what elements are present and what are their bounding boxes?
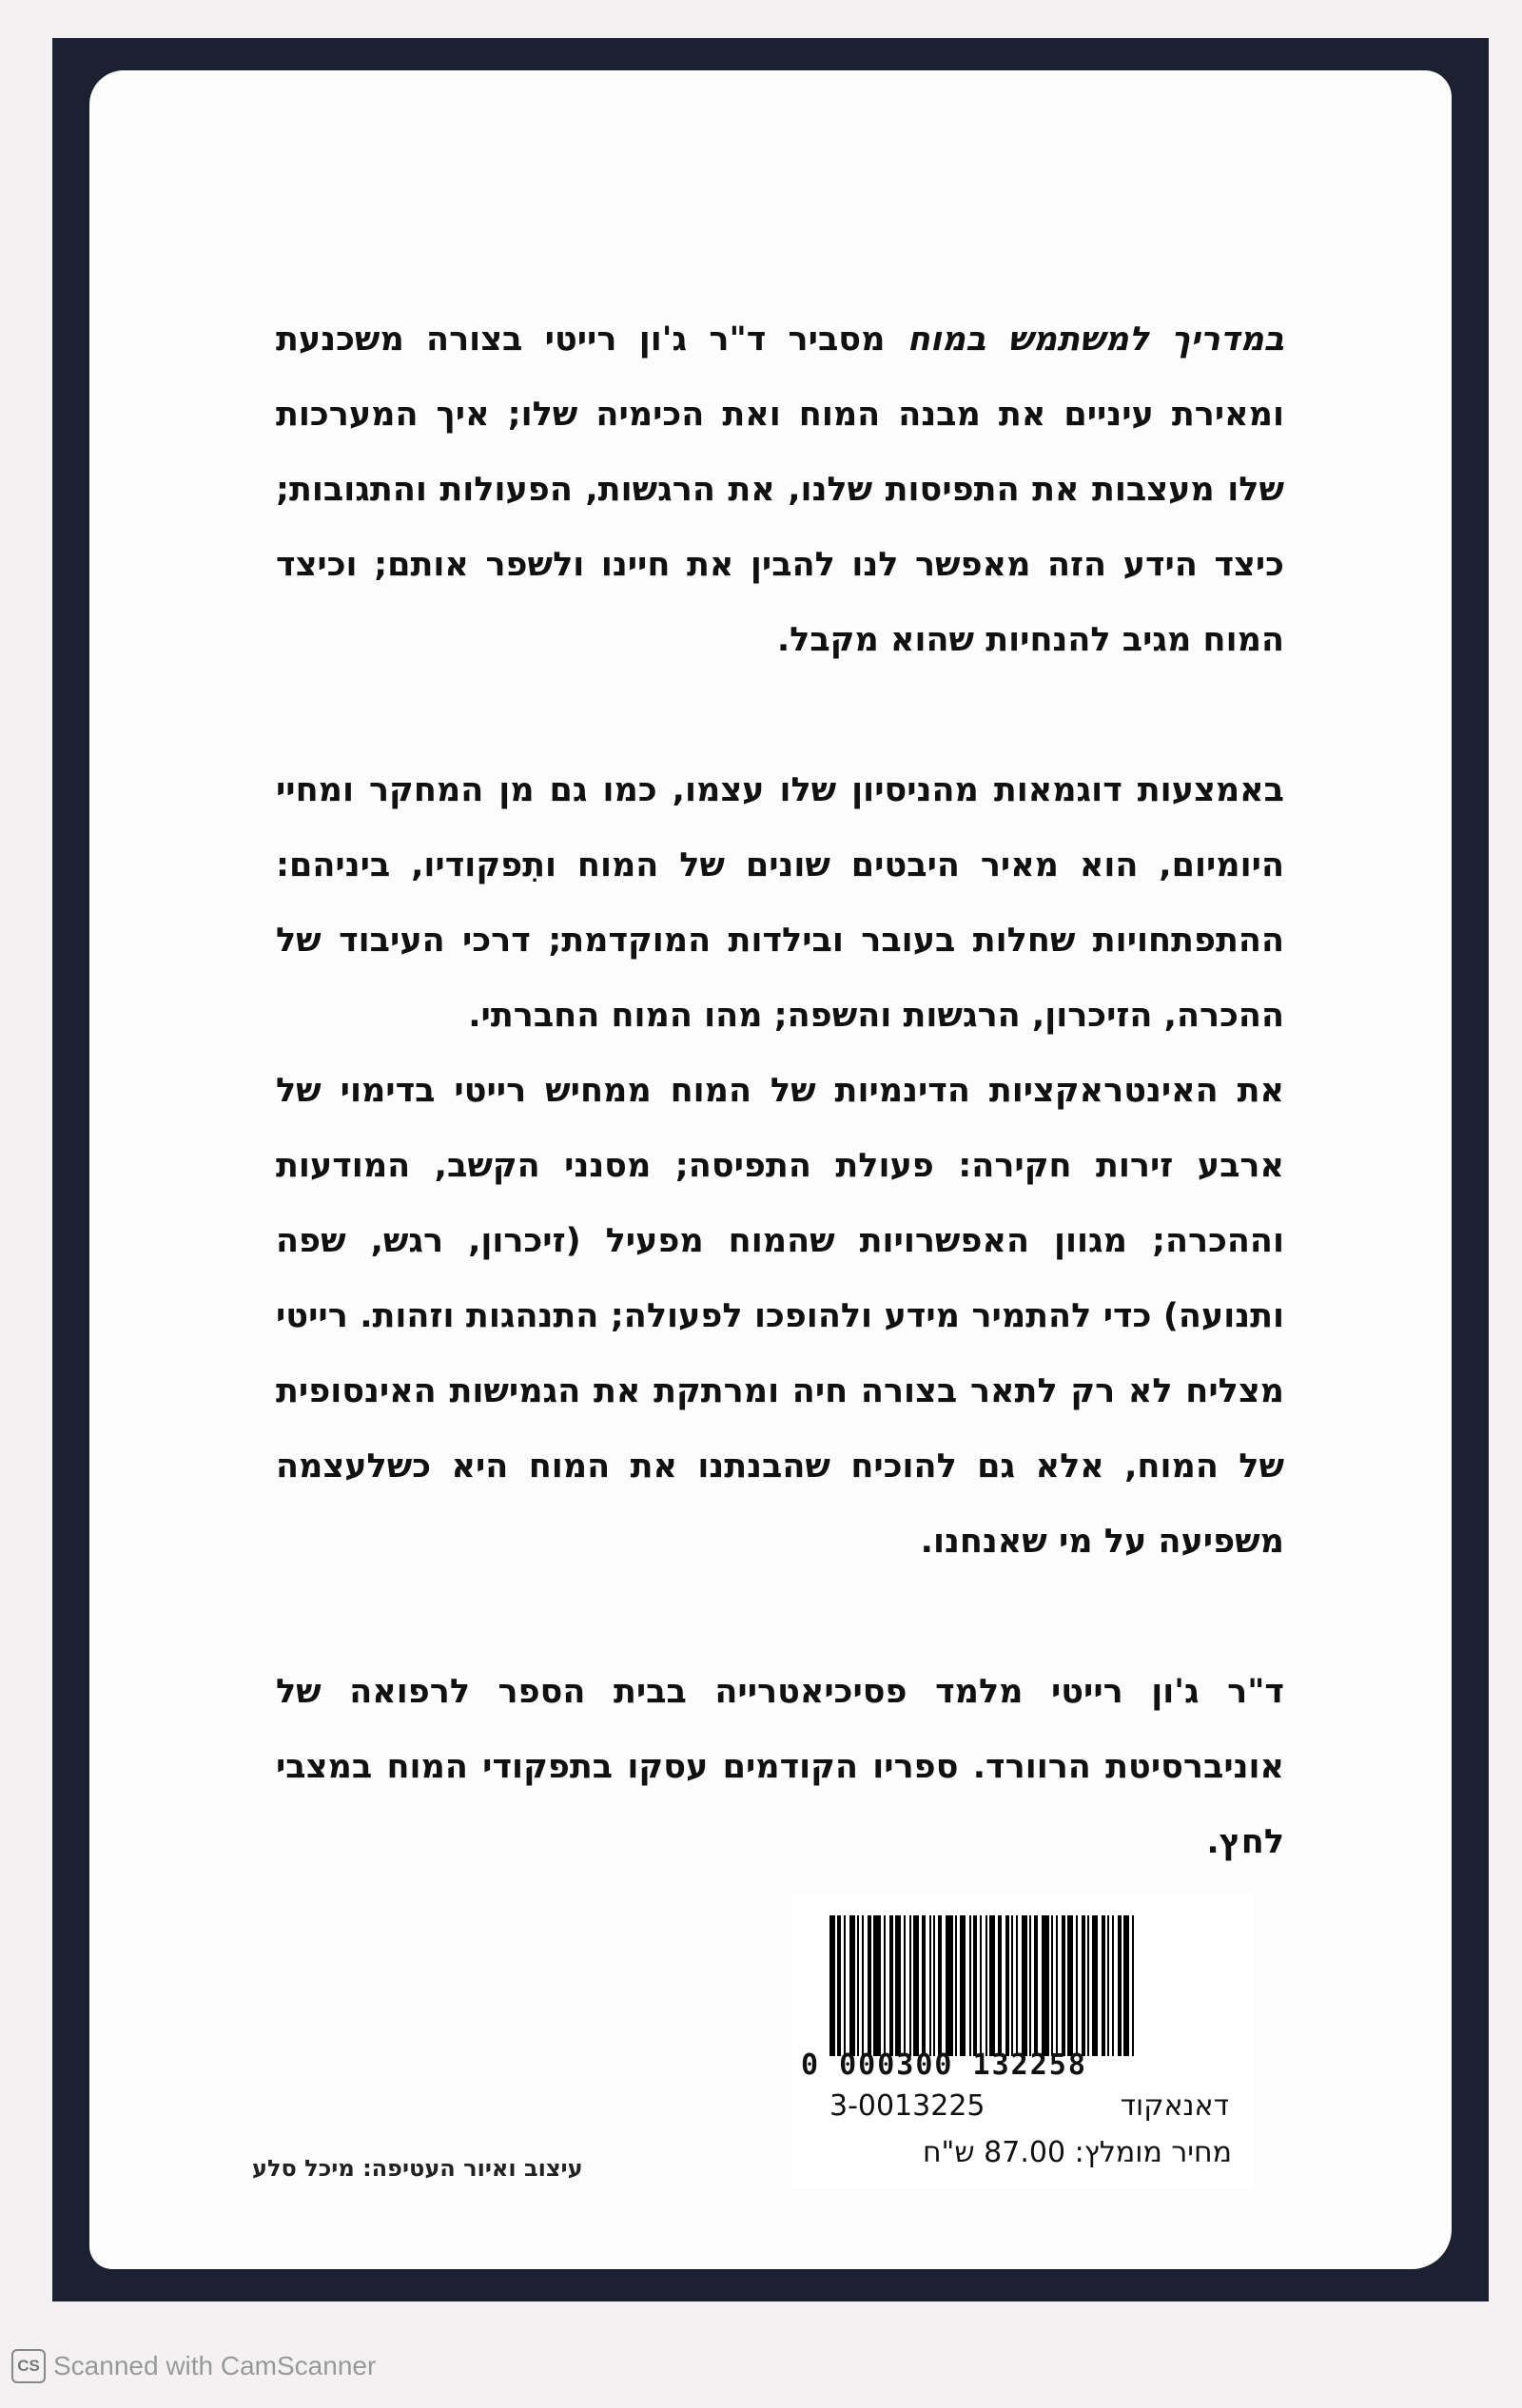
barcode-bar [1062, 1915, 1065, 2056]
barcode-bar [933, 1915, 935, 2056]
barcode-bar [998, 1915, 1002, 2056]
paragraph-gap [276, 1580, 1284, 1655]
scanner-watermark [11, 2349, 376, 2383]
barcode-bar [1034, 1915, 1038, 2056]
barcode-bars [829, 1915, 1210, 2056]
catalog-code: 3-0013225 [829, 2089, 985, 2123]
barcode-bar [829, 1915, 835, 2056]
blurb-paragraph-1 [276, 302, 1284, 678]
camscanner-text: Scanned with CamScanner [53, 2351, 377, 2380]
barcode-bar [1082, 1915, 1085, 2056]
barcode-bar [1123, 1915, 1129, 2056]
barcode-bar [895, 1915, 901, 2056]
barcode-bar [1067, 1915, 1073, 2056]
barcode-bar [1042, 1915, 1049, 2056]
barcode-bar [862, 1915, 864, 2056]
blurb-paragraph-2: באמצעות דוגמאות מהניסיון שלו עצמו, כמו גם מן המחקר ומחיי היומיום, הוא מאיר היבטים שונים של המוח ותִפקודיו, ביניהם: ההתפתחויות שחלות בעובר ובילדות המוקדמת; דרכי העיבוד של ההכרה, הזיכרון, הרגשות והשפה; מהו המוח החברתי. [276, 771, 1284, 1035]
barcode-bar [1087, 1915, 1089, 2056]
barcode-bar [1005, 1915, 1009, 2056]
barcode-bar [904, 1915, 906, 2056]
barcode-bar [938, 1915, 942, 2056]
barcode-code-row [829, 2089, 1229, 2123]
cover-design-credit: עיצוב ואיור העטיפה: מיכל סלע [252, 2155, 583, 2182]
barcode-bar [1022, 1915, 1027, 2056]
barcode-bar [873, 1915, 881, 2056]
barcode-bar [1092, 1915, 1098, 2056]
barcode-bar [980, 1915, 982, 2056]
barcode-bar [1107, 1915, 1109, 2056]
barcode-bar [985, 1915, 987, 2056]
barcode-bar [955, 1915, 957, 2056]
blurb-text [276, 302, 1284, 1880]
barcode-bar [1029, 1915, 1031, 2056]
blurb-paragraph-3: את האינטראקציות הדינמיות של המוח ממחיש רייטי בדימוי של ארבע זירות חקירה: פעולת התפיסה; מסנני הקשב, המודעות וההכרה; מגוון האפשרויות שהמוח מפעיל (זיכרון, רגש, שפה ותנועה) כדי להתמיר מידע ולהופכו לפעולה; התנהגות וזהות. רייטי מצליח לא רק לתאר בצורה חיה ומרתקת את הגמישות האינסופית של המוח, אלא גם להוכיח שהבנתנו את המוח היא כשלעצמה משפיעה על מי שאנחנו. [276, 1072, 1284, 1561]
barcode-bar [946, 1915, 953, 2056]
barcode-bar [844, 1915, 846, 2056]
barcode-bar [922, 1915, 926, 2056]
barcode-bar [868, 1915, 871, 2056]
barcode-bar [884, 1915, 886, 2056]
barcode-bar [909, 1915, 911, 2056]
barcode-bar [960, 1915, 966, 2056]
barcode-digits: 0 000300 132258 [801, 2049, 1087, 2082]
barcode-bar [1056, 1915, 1058, 2056]
distributor-label: דאנאקוד [1120, 2089, 1229, 2123]
blurb-paragraph-1-body: מסביר ד"ר ג'ון רייטי בצורה משכנעת ומאירת עיניים את מבנה המוח ואת הכימיה שלו; איך המערכות שלו מעצבות את התפיסות שלנו, את הרגשות, הפעולות והתגובות; כיצד הידע הזה מאפשר לנו להבין את חיינו ולשפר אותם; וכיצד המוח מגיב להנחיות שהוא מקבל. [276, 320, 1284, 659]
barcode-bar [913, 1915, 919, 2056]
barcode-bar [1102, 1915, 1105, 2056]
barcode-bar [1118, 1915, 1122, 2056]
barcode-bar [837, 1915, 841, 2056]
barcode-bar [889, 1915, 893, 2056]
camscanner-logo-icon: CS [11, 2349, 46, 2383]
recommended-price: מחיר מומלץ: 87.00 ש"ח [922, 2136, 1232, 2169]
blurb-lead: במדריך למשתמש במוח [907, 320, 1284, 359]
barcode-bar [1051, 1915, 1053, 2056]
barcode-bar [969, 1915, 971, 2056]
barcode-bar [929, 1915, 931, 2056]
barcode-label [791, 1894, 1253, 2189]
barcode-bar [849, 1915, 855, 2056]
barcode-bar [973, 1915, 977, 2056]
barcode-bar [1016, 1915, 1018, 2056]
barcode-bar [1076, 1915, 1078, 2056]
paragraph-gap [276, 678, 1284, 753]
barcode-bar [857, 1915, 859, 2056]
barcode-bar [1112, 1915, 1114, 2056]
barcode-bar [1011, 1915, 1013, 2056]
barcode-bar [989, 1915, 995, 2056]
barcode-bar [1132, 1915, 1134, 2056]
author-bio: ד"ר ג'ון רייטי מלמד פסיכיאטרייה בבית הספר לרפואה של אוניברסיטת הרוורד. ספריו הקודמים עסקו בתפקודי המוח במצבי לחץ. [276, 1673, 1284, 1861]
